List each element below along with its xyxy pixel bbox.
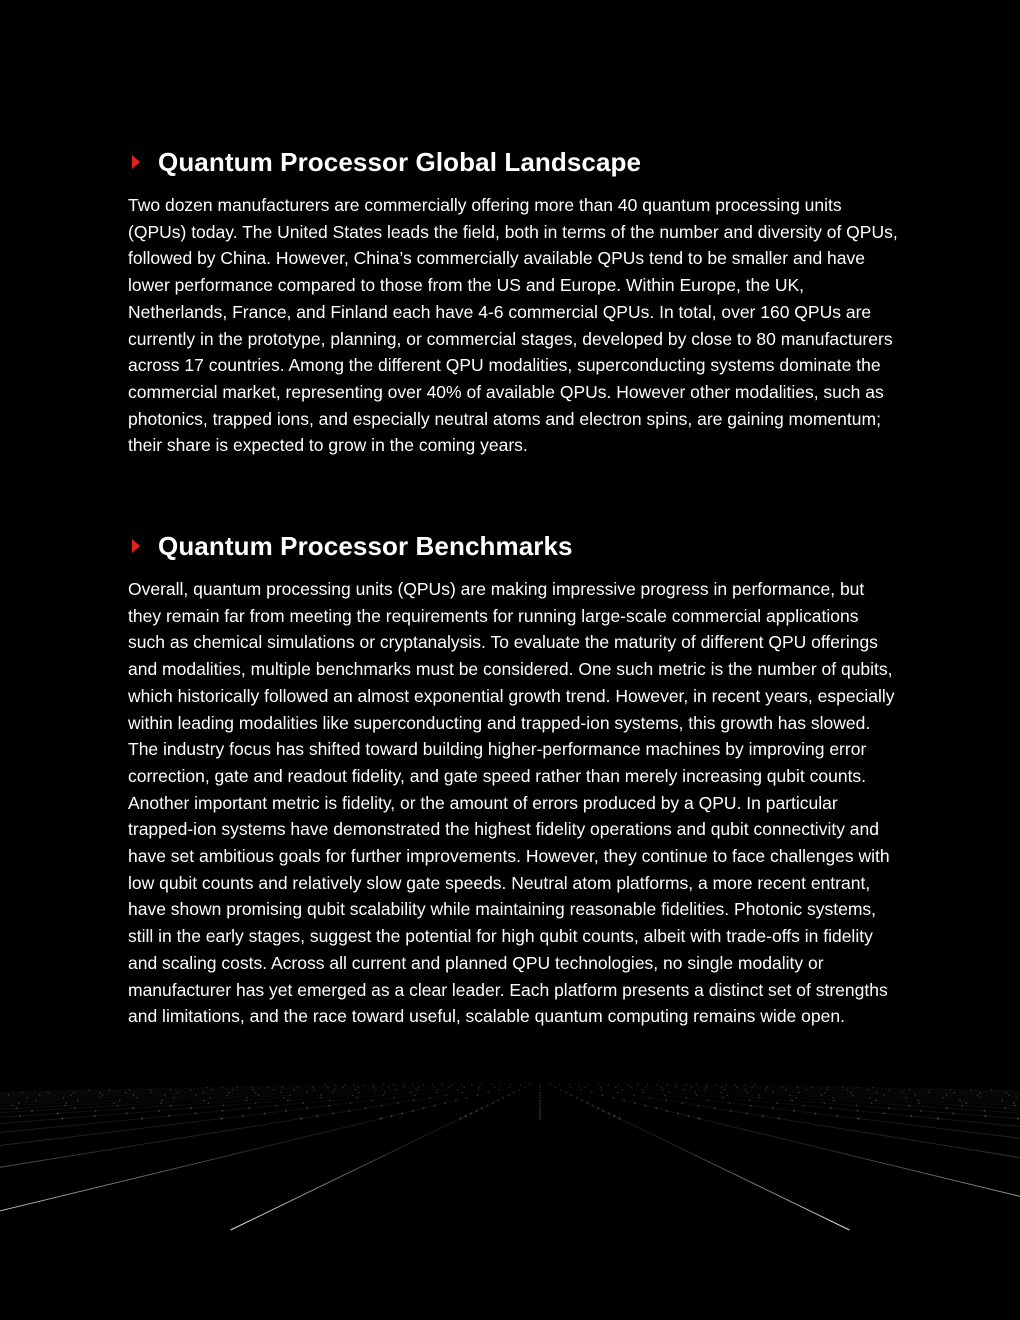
section-heading xyxy=(128,528,900,564)
red-triangle-bullet-icon xyxy=(132,155,140,169)
heading-text: Quantum Processor Benchmarks xyxy=(158,530,573,561)
section-global-landscape xyxy=(128,144,900,459)
heading-text: Quantum Processor Global Landscape xyxy=(158,146,642,177)
section-body-text: Two dozen manufacturers are commercially offering more than 40 quantum processing units (QPUs) today. The United States leads the field, both in terms of the number and diversity of QPUs, followed by China. However, China’s commercially available QPUs tend to be smaller and have lower performance compared to those from the US and Europe. Within Europe, the UK, Netherlands, France, and Finland each have 4-6 commercial QPUs. In total, over 160 QPUs are currently in the prototype, planning, or commercial stages, developed by close to 80 manufacturers across 17 countries. Among the different QPU modalities, superconducting systems dominate the commercial market, representing over 40% of available QPUs. However other modalities, such as photonics, trapped ions, and especially neutral atoms and electron spins, are gaining momentum; their share is expected to grow in the coming years. xyxy=(128,195,898,456)
section-body-text: Overall, quantum processing units (QPUs) are making impressive progress in performance, but they remain far from meeting the requirements for running large-scale commercial applications such as chemical simulations or cryptanalysis. To evaluate the maturity of different QPU offerings and modalities, multiple benchmarks must be considered. One such metric is the number of qubits, which historically followed an almost exponential growth trend. However, in recent years, especially within leading modalities like superconducting and trapped-ion systems, this growth has slowed. The industry focus has shifted toward building higher-performance machines by improving error correction, gate and readout fidelity, and gate speed rather than merely increasing qubit counts. Another important metric is fidelity, or the amount of errors produced by a QPU. In particular trapped-ion systems have demonstrated the highest fidelity operations and qubit connectivity and have set ambitious goals for further improvements. However, they continue to face challenges with low qubit counts and relatively slow gate speeds. Neutral atom platforms, a more recent entrant, have shown promising qubit scalability while maintaining reasonable fidelities. Photonic systems, still in the early stages, suggest the potential for high qubit counts, albeit with trade-offs in fidelity and scaling costs. Across all current and planned QPU technologies, no single modality or manufacturer has yet emerged as a clear leader. Each platform presents a distinct set of strengths and limitations, and the race toward useful, scalable quantum computing remains wide open. xyxy=(128,579,895,1027)
red-triangle-bullet-icon xyxy=(132,539,140,553)
grid-lines xyxy=(0,1083,1020,1230)
section-benchmarks xyxy=(128,528,900,1030)
section-heading xyxy=(128,144,900,180)
